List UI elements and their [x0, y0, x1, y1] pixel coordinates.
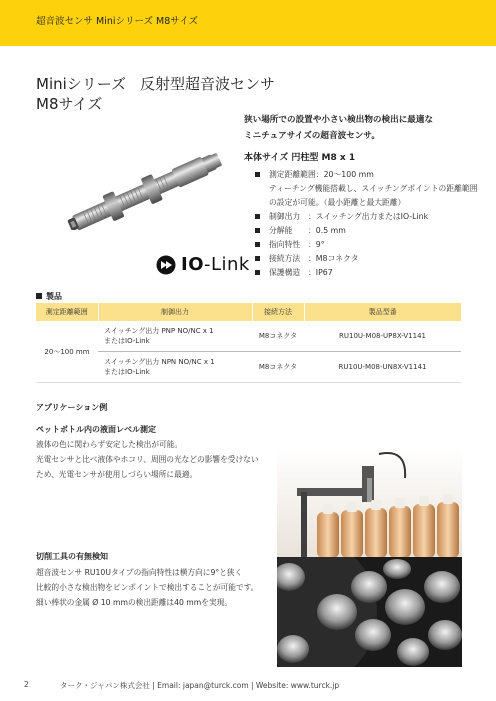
application-case1-text: 液体の色に関わらず安定した検出が可能。 光電センサと比べ液体やホコリ、周囲の光などの影響を受けない ため、光電センサが使用しづらい場所に最適。	[36, 440, 259, 479]
spec-connection: 接続方法 ：M8コネクタ	[255, 252, 478, 266]
cell-model: RU10U-M08-UN8X-V1141	[304, 352, 461, 383]
bullet-icon	[255, 242, 260, 247]
intro-line: 狭い場所での設置や小さい検出物の検出に最適な	[244, 115, 434, 125]
intro-text	[244, 112, 474, 144]
bottle-level-photo	[277, 448, 462, 558]
body-size: 本体サイズ 円柱型 M8 x 1	[244, 153, 356, 163]
cell-connection: M8コネクタ	[252, 352, 304, 383]
sensor-product-image	[60, 150, 240, 230]
spec-range-note: の設定が可能。（最小距離と最大距離）	[269, 198, 406, 207]
products-label: 製品	[36, 291, 62, 302]
col-header-model: 製品型番	[304, 303, 461, 321]
bullet-icon	[255, 228, 260, 233]
io-link-logo	[156, 254, 250, 275]
bullet-icon	[255, 214, 260, 219]
logo-io: IO	[181, 254, 204, 275]
spec-range-note: ティーチング機能搭載し、スイッチングポイントの距離範囲	[269, 184, 478, 193]
bullet-icon	[36, 293, 42, 299]
products-table	[36, 303, 461, 383]
cell-connection: M8コネクタ	[252, 321, 304, 352]
table-row	[36, 352, 461, 383]
page-title	[36, 74, 275, 114]
io-link-logo-icon	[156, 255, 176, 275]
spec-directivity: 指向特性 ：9°	[255, 238, 478, 252]
application-case1-heading: ペットボトル内の液面レベル測定	[36, 425, 156, 434]
spec-resolution: 分解能 ：0.5 mm	[255, 224, 478, 238]
logo-link: -Link	[204, 254, 250, 275]
title-series: Miniシリーズ	[36, 75, 127, 93]
bullet-icon	[255, 256, 260, 261]
spec-range: 測定距離範囲：20～100 mm	[255, 168, 478, 182]
bullet-icon	[255, 270, 260, 275]
cell-range: 20～100 mm	[36, 321, 98, 383]
col-header-output: 制御出力	[98, 303, 252, 321]
application-title: アプリケーション例	[36, 403, 108, 412]
table-header-row	[36, 303, 461, 321]
footer-contact: ターク・ジャパン株式会社 | Email: japan@turck.com | Website: www.turck.jp	[60, 681, 340, 690]
title-size: M8サイズ	[36, 95, 103, 113]
bullet-icon	[255, 172, 260, 177]
application-case2-heading: 切削工具の有無検知	[36, 552, 108, 561]
spec-protection: 保護構造 ：IP67	[255, 266, 478, 280]
intro-line: ミニチュアサイズの超音波センサ。	[244, 131, 380, 141]
cell-output: スイッチング出力 PNP NO/NC x 1 またはIO-Link	[98, 321, 252, 352]
cell-output: スイッチング出力 NPN NO/NC x 1 またはIO-Link	[98, 352, 252, 383]
col-header-connection: 接続方法	[252, 303, 304, 321]
col-header-range: 測定距離範囲	[36, 303, 98, 321]
spec-list	[255, 168, 478, 280]
spec-control: 制御出力 ：スイッチング出力またはIO-Link	[255, 210, 478, 224]
title-type: 反射型超音波センサ	[140, 75, 276, 93]
table-row	[36, 321, 461, 352]
cutting-tool-photo	[277, 557, 462, 667]
page-number: 2	[24, 680, 29, 689]
application-case2-text: 超音波センサ RU10Uタイプの指向特性は横方向に9°と狭く 比較的小さな検出物をピンポイントで検出することが可能です。 細い棒状の金属 Ø 10 mmの検出距離は40 mmを実現。	[36, 568, 259, 607]
header-title: 超音波センサ Miniシリーズ M8サイズ	[36, 16, 199, 27]
cell-model: RU10U-M08-UP8X-V1141	[304, 321, 461, 352]
